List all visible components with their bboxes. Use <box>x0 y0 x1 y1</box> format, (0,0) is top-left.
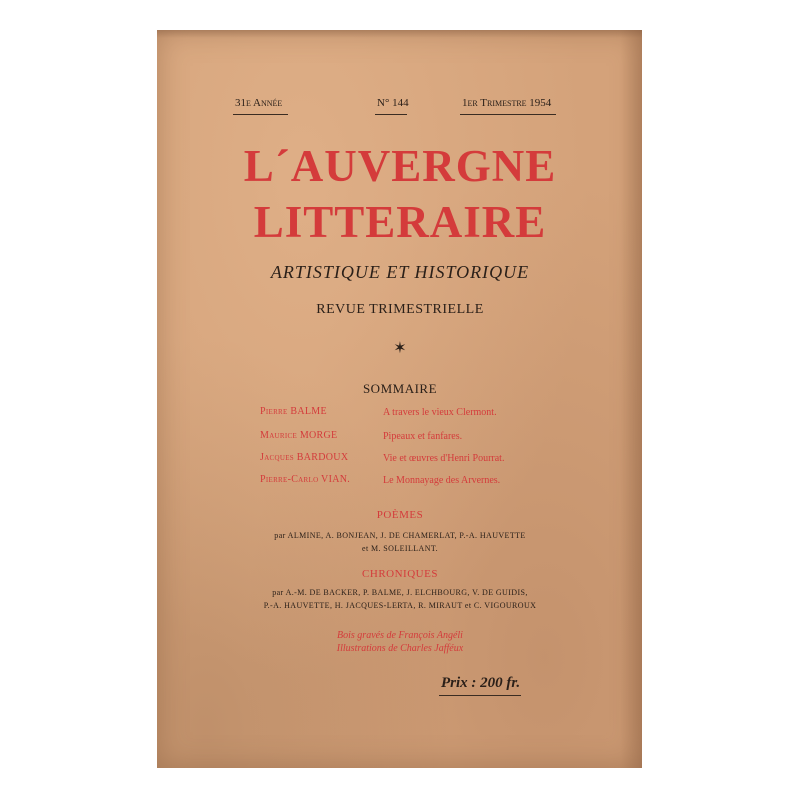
title-line-2: LITTERAIRE <box>253 197 547 247</box>
toc-author: Pierre BALME <box>260 406 327 417</box>
toc-article: Le Monnayage des Arvernes. <box>383 475 501 486</box>
toc-article: Vie et œuvres d'Henri Pourrat. <box>383 453 505 464</box>
issue-underline <box>375 114 407 115</box>
revue-label: REVUE TRIMESTRIELLE <box>316 302 484 317</box>
star-ornament: ✶ <box>393 340 407 357</box>
poemes-heading: POÈMES <box>376 509 424 521</box>
sommaire-heading: SOMMAIRE <box>362 381 438 396</box>
poemes-authors-line-1: par ALMINE, A. BONJEAN, J. DE CHAMERLAT, P.-A. HAUVETTE <box>274 531 526 540</box>
poemes-authors-line-2: et M. SOLEILLANT. <box>362 544 438 553</box>
title-line-1: L´AUVERGNE <box>243 141 557 191</box>
toc-article: A travers le vieux Clermont. <box>383 407 497 418</box>
toc-article: Pipeaux et fanfares. <box>383 431 463 442</box>
illustrations-line-2: Illustrations de Charles Jafféux <box>336 643 464 654</box>
price-label: Prix : 200 fr. <box>441 675 521 691</box>
cover-top-edge <box>157 30 642 38</box>
chroniques-authors-line-1: par A.-M. DE BACKER, P. BALME, J. ELCHBOURG, V. DE GUIDIS, <box>272 588 528 597</box>
toc-author: Pierre-Carlo VIAN. <box>260 474 351 485</box>
toc-author: Maurice MORGE <box>260 430 338 441</box>
year-underline <box>233 114 288 115</box>
illustrations-line-1: Bois gravés de François Angéli <box>337 630 463 641</box>
price-underline <box>439 695 521 696</box>
toc-author: Jacques BARDOUX <box>260 452 349 463</box>
issue-number: N° 144 <box>377 97 409 109</box>
subtitle: ARTISTIQUE ET HISTORIQUE <box>270 262 530 282</box>
year-label: 31e Année <box>235 97 283 109</box>
chroniques-heading: CHRONIQUES <box>362 568 438 580</box>
quarter-underline <box>460 114 556 115</box>
chroniques-authors-line-2: P.-A. HAUVETTE, H. JACQUES-LERTA, R. MIRAUT et C. VIGOUROUX <box>263 601 537 610</box>
quarter-label: 1er Trimestre 1954 <box>462 97 552 109</box>
